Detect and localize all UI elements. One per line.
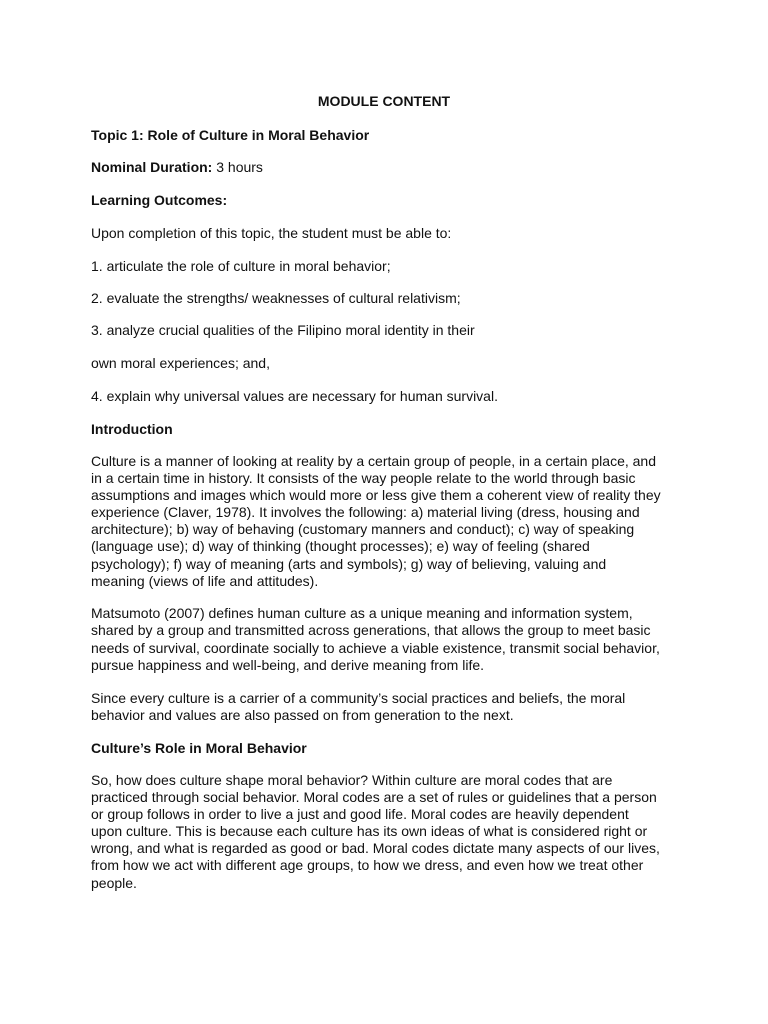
- module-title: MODULE CONTENT: [317, 93, 451, 109]
- role-paragraph-line: practiced through social behavior. Moral codes are a set of rules or guidelines that a person: [91, 789, 657, 805]
- role-paragraph-line: people.: [91, 875, 137, 891]
- role-paragraph-line: from how we act with different age groups, to how we dress, and even how we treat other: [91, 857, 644, 873]
- intro-paragraph-1-line: psychology); f) way of meaning (arts and symbols); g) way of believing, valuing and: [91, 556, 607, 572]
- role-paragraph-line: or group follows in order to live a just and good life. Moral codes are heavily dependent: [91, 806, 629, 822]
- cultures-role-heading: Culture’s Role in Moral Behavior: [91, 740, 307, 756]
- intro-paragraph-2-line: Matsumoto (2007) defines human culture as a unique meaning and information system,: [91, 605, 633, 621]
- duration-value: 3 hours: [212, 159, 263, 175]
- intro-paragraph-3-line: Since every culture is a carrier of a community’s social practices and beliefs, the moral: [91, 690, 626, 706]
- intro-paragraph-1-line: experience (Claver, 1978). It involves the following: a) material living (dress, housing and: [91, 504, 640, 520]
- role-paragraph-line: wrong, and what is regarded as good or bad. Moral codes dictate many aspects of our lives,: [91, 840, 660, 856]
- outcomes-intro: Upon completion of this topic, the student must be able to:: [91, 225, 452, 241]
- intro-paragraph-1-line: meaning (views of life and attitudes).: [91, 573, 319, 589]
- intro-paragraph-2-line: needs of survival, coordinate socially to achieve a viable existence, transmit social behavior,: [91, 640, 660, 656]
- topic-heading: Topic 1: Role of Culture in Moral Behavior: [91, 127, 370, 143]
- nominal-duration: [91, 159, 681, 176]
- intro-paragraph-2-line: shared by a group and transmitted across generations, that allows the group to meet basic: [91, 622, 651, 638]
- role-paragraph-line: So, how does culture shape moral behavior? Within culture are moral codes that are: [91, 772, 613, 788]
- intro-paragraph-1-line: architecture); b) way of behaving (customary manners and conduct); c) way of speaking: [91, 521, 635, 537]
- intro-paragraph-1-line: Culture is a manner of looking at reality by a certain group of people, in a certain place, and: [91, 453, 656, 469]
- outcome-item-3: 3. analyze crucial qualities of the Filipino moral identity in their: [91, 322, 475, 338]
- role-paragraph-line: upon culture. This is because each culture has its own ideas of what is considered right or: [91, 823, 648, 839]
- intro-paragraph-2-line: pursue happiness and well-being, and derive meaning from life.: [91, 657, 485, 673]
- intro-paragraph-3-line: behavior and values are also passed on from generation to the next.: [91, 707, 514, 723]
- learning-outcomes-heading: Learning Outcomes:: [91, 192, 228, 208]
- intro-paragraph-1-line: (language use); d) way of thinking (thought processes); e) way of feeling (shared: [91, 538, 590, 554]
- outcome-item-3-continued: own moral experiences; and,: [91, 355, 270, 371]
- outcome-item-1: 1. articulate the role of culture in moral behavior;: [91, 258, 391, 274]
- outcome-item-4: 4. explain why universal values are necessary for human survival.: [91, 388, 498, 404]
- duration-label: Nominal Duration:: [91, 159, 213, 175]
- intro-paragraph-1-line: in a certain time in history. It consists of the way people relate to the world through basic: [91, 470, 636, 486]
- intro-paragraph-1-line: assumptions and images which would more or less give them a coherent view of reality they: [91, 487, 661, 503]
- introduction-heading: Introduction: [91, 421, 173, 437]
- outcome-item-2: 2. evaluate the strengths/ weaknesses of cultural relativism;: [91, 290, 461, 306]
